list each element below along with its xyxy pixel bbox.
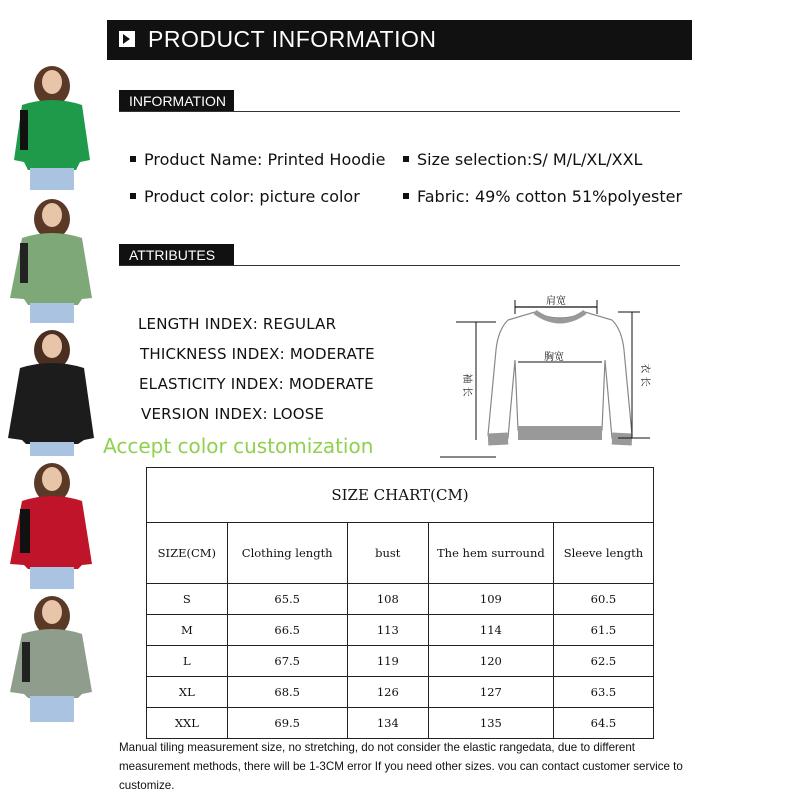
product-thumbnail-black[interactable]: [0, 326, 100, 456]
attr-thickness-index: THICKNESS INDEX: MODERATE: [140, 345, 375, 363]
table-cell: XXL: [147, 708, 228, 739]
table-cell: 68.5: [227, 677, 347, 708]
sweater-measurement-diagram: [440, 290, 660, 462]
info-product-color: Product color: picture color: [130, 187, 360, 206]
table-cell: 69.5: [227, 708, 347, 739]
size-chart-table: [146, 467, 654, 739]
table-row: [147, 584, 654, 615]
table-cell: 62.5: [553, 646, 653, 677]
shoulder-width-label: 肩宽: [546, 296, 566, 307]
attributes-section-label: ATTRIBUTES: [119, 244, 234, 266]
table-cell: 64.5: [553, 708, 653, 739]
information-section-label: INFORMATION: [119, 90, 234, 112]
attr-elasticity-index: ELASTICITY INDEX: MODERATE: [139, 375, 374, 393]
measurement-note: Manual tiling measurement size, no stretching, do not consider the elastic rangedata, due to different measurement methods, there will be 1-3CM error If you need other sizes. vou can contact customer service to customize.: [119, 741, 683, 792]
table-header: The hem surround: [428, 523, 553, 584]
page-title: PRODUCT INFORMATION: [148, 26, 437, 52]
table-header: Sleeve length: [553, 523, 653, 584]
table-header: Clothing length: [227, 523, 347, 584]
product-thumbnail-grey-green[interactable]: [0, 592, 100, 722]
table-cell: L: [147, 646, 228, 677]
table-cell: 134: [347, 708, 428, 739]
table-cell: 113: [347, 615, 428, 646]
info-fabric: Fabric: 49% cotton 51%polyester: [403, 187, 682, 206]
table-cell: 119: [347, 646, 428, 677]
table-header: SIZE(CM): [147, 523, 228, 584]
divider: [119, 111, 680, 112]
table-cell: 109: [428, 584, 553, 615]
table-row: [147, 646, 654, 677]
table-row: [147, 615, 654, 646]
size-chart-title: SIZE CHART(CM): [147, 468, 654, 523]
table-header: bust: [347, 523, 428, 584]
table-cell: S: [147, 584, 228, 615]
product-thumbnail-sage[interactable]: [0, 193, 100, 323]
table-cell: 66.5: [227, 615, 347, 646]
product-thumbnail-green[interactable]: [0, 60, 100, 190]
info-size-selection: Size selection:S/ M/L/XL/XXL: [403, 150, 642, 169]
sleeve-length-label: 袖 长: [461, 373, 472, 397]
attr-version-index: VERSION INDEX: LOOSE: [141, 405, 325, 423]
table-cell: M: [147, 615, 228, 646]
table-cell: 120: [428, 646, 553, 677]
color-customization-text: Accept color customization: [103, 434, 374, 458]
table-cell: 126: [347, 677, 428, 708]
divider: [119, 265, 680, 266]
table-row: [147, 708, 654, 739]
table-cell: 114: [428, 615, 553, 646]
table-cell: 61.5: [553, 615, 653, 646]
header-bar: [107, 20, 692, 60]
body-length-label: 衣 长: [639, 363, 650, 387]
table-cell: 135: [428, 708, 553, 739]
table-cell: 63.5: [553, 677, 653, 708]
info-product-name: Product Name: Printed Hoodie: [130, 150, 385, 169]
chevron-right-icon: [119, 31, 135, 47]
chest-width-label: 胸宽: [544, 352, 564, 363]
attr-length-index: LENGTH INDEX: REGULAR: [138, 315, 337, 333]
table-cell: 67.5: [227, 646, 347, 677]
table-cell: 127: [428, 677, 553, 708]
table-row: [147, 677, 654, 708]
table-cell: 108: [347, 584, 428, 615]
product-thumbnail-red[interactable]: [0, 459, 100, 589]
table-cell: 65.5: [227, 584, 347, 615]
table-cell: 60.5: [553, 584, 653, 615]
table-cell: XL: [147, 677, 228, 708]
